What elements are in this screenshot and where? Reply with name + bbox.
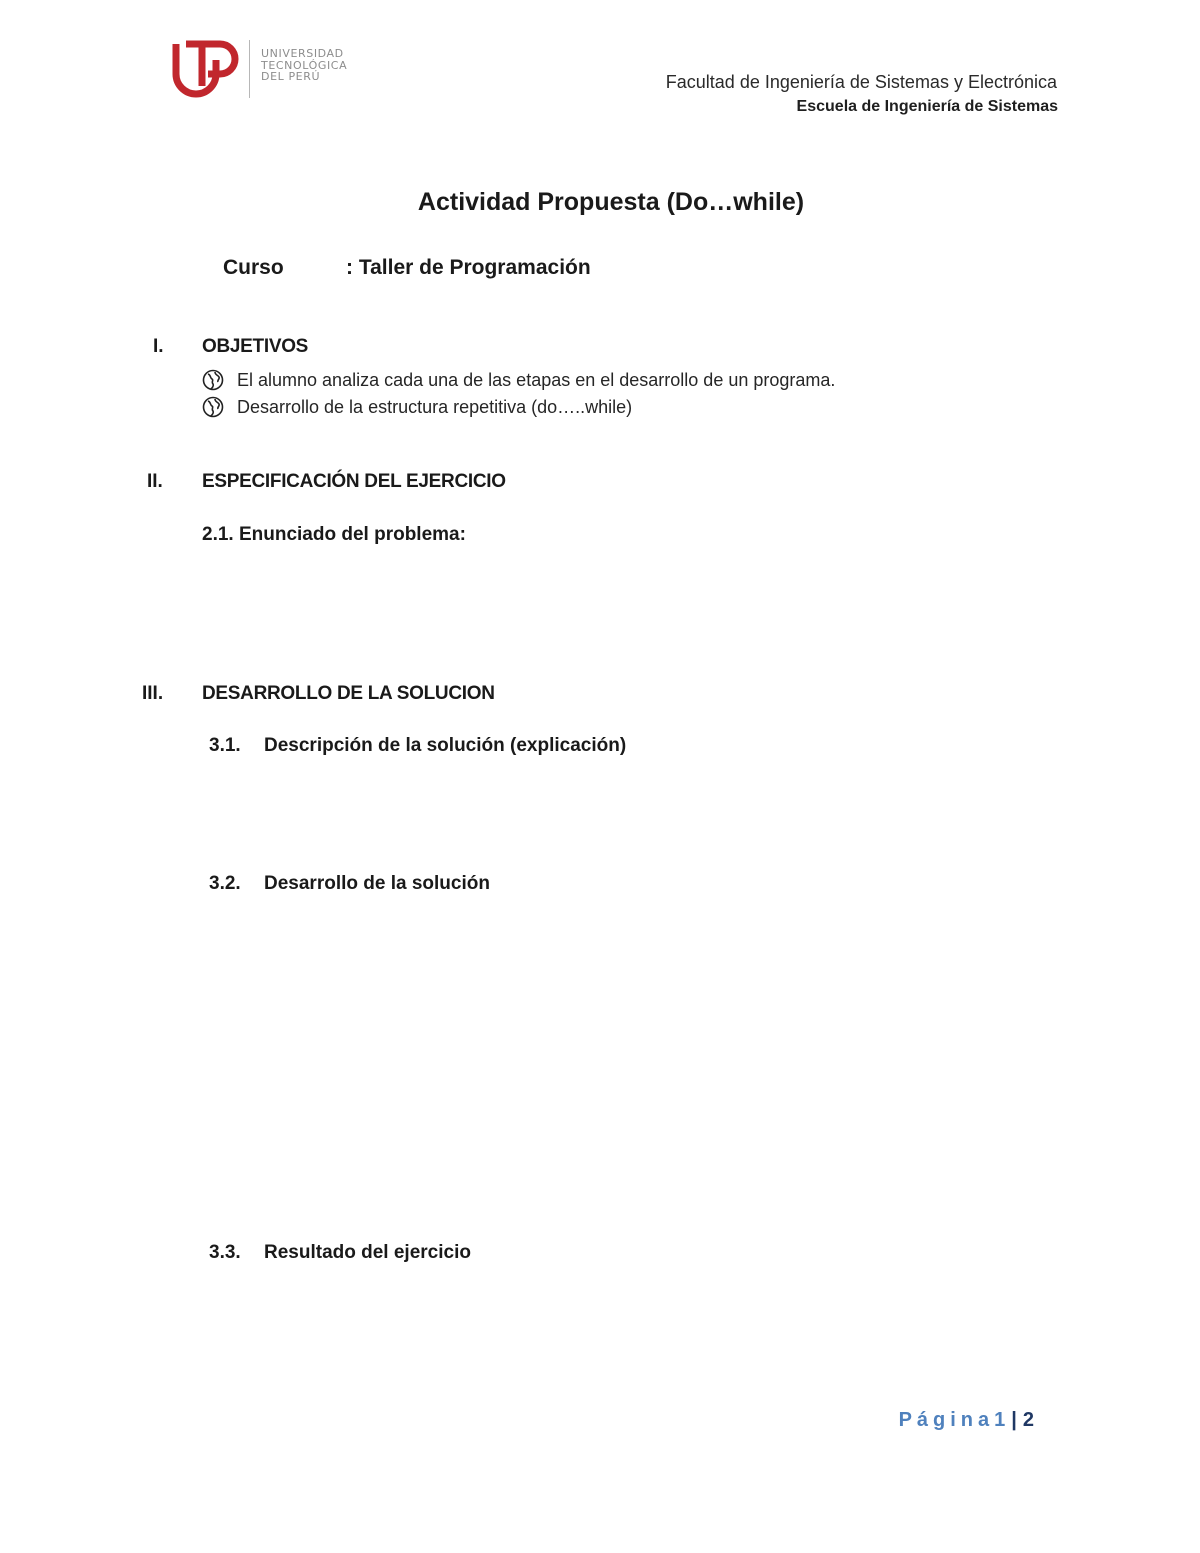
subsection-3-2-number: 3.2. (209, 873, 241, 894)
logo-line-3: DEL PERÚ (261, 70, 321, 83)
logo-line-2: TECNOLÓGICA (261, 58, 348, 72)
page-title: Actividad Propuesta (Do…while) (417, 188, 805, 216)
subsection-3-3-title: Resultado del ejercicio (264, 1242, 471, 1263)
bullet-text: Desarrollo de la estructura repetitiva (do…..while) (237, 397, 633, 417)
section-1-title: OBJETIVOS (202, 336, 309, 357)
globe-icon (202, 396, 224, 418)
bullet-text: El alumno analiza cada una de las etapas en el desarrollo de un programa. (237, 370, 836, 390)
logo-line-1: UNIVERSIDAD (261, 47, 344, 60)
globe-icon (202, 369, 224, 391)
utp-logo-icon (172, 36, 244, 102)
page-current: 1 (994, 1409, 1006, 1431)
section-2-number: II. (147, 471, 163, 492)
subsection-3-1-title: Descripción de la solución (explicación) (264, 735, 627, 756)
subsection-3-3-number: 3.3. (209, 1242, 241, 1263)
header-school: Escuela de Ingeniería de Sistemas (796, 98, 1058, 115)
page-number-footer (899, 1409, 1034, 1432)
section-3-title: DESARROLLO DE LA SOLUCION (202, 683, 495, 704)
course-label: Curso (223, 256, 284, 279)
header-faculty: Facultad de Ingeniería de Sistemas y Electrónica (665, 72, 1057, 92)
section-1-number: I. (153, 336, 164, 357)
logo-wordmark (261, 48, 347, 83)
subsection-3-2-title: Desarrollo de la solución (264, 873, 490, 894)
page-separator: | (1011, 1409, 1017, 1431)
subsection-2-1-title: 2.1. Enunciado del problema: (202, 524, 466, 545)
page-total: 2 (1022, 1409, 1034, 1431)
section-2-title: ESPECIFICACIÓN DEL EJERCICIO (202, 471, 506, 492)
subsection-3-1-number: 3.1. (209, 735, 241, 756)
logo-divider (249, 40, 250, 98)
page-word: Página (898, 1409, 995, 1431)
section-3-number: III. (142, 683, 164, 704)
university-logo (172, 36, 357, 102)
course-value: : Taller de Programación (346, 256, 591, 279)
